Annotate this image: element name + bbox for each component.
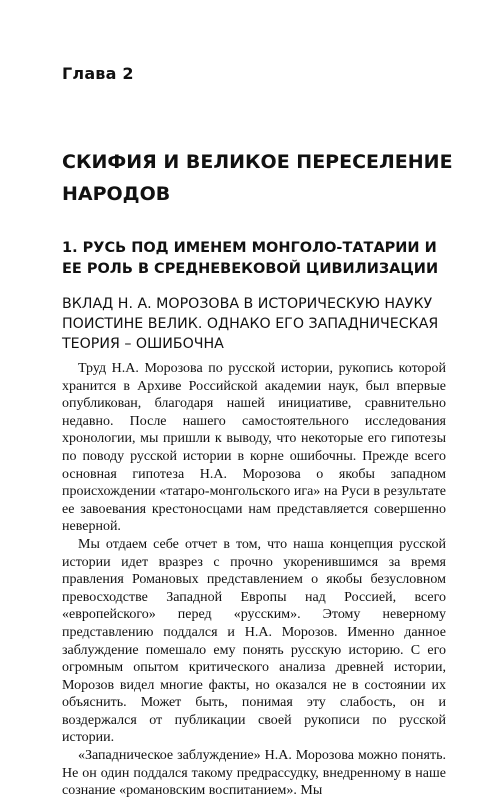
section-subtitle: ВКЛАД Н. А. МОРОЗОВА В ИСТОРИЧЕСКУЮ НАУКУ ПОИСТИНЕ ВЕЛИК. ОДНАКО ЕГО ЗАПАДНИЧЕСКАЯ ТЕОРИЯ – ОШИБОЧНА	[62, 296, 439, 352]
chapter-label: Глава 2	[62, 64, 134, 83]
chapter-title: СКИФИЯ И ВЕЛИКОЕ ПЕРЕСЕЛЕНИЕ НАРОДОВ	[62, 151, 453, 205]
paragraph: Мы отдаем себе отчет в том, что наша концепция русской истории идет вразрез с прочно укоренившимся за время правления Романовых представлением о якобы безусловном превосходстве Западной Европы над Россией, всего «европейского» перед «русским». Этому неверному представлению поддался и Н.А. Морозов. Именно данное заблуждение помешало ему понять русскую историю. С его огромным опытом критического анализа древней истории, Морозов видел многие факты, но оказался не в состоянии их объяснить. Может быть, понимая эту слабость, он и воздержался от публикации своей рукописи по русской истории.	[62, 536, 446, 746]
paragraph: Труд Н.А. Морозова по русской истории, рукопись которой хранится в Архиве Российской академии наук, был впервые опубликован, благодаря нашей инициативе, сравнительно недавно. После нашего самостоятельного исследования хронологии, мы пришли к выводу, что некоторые его гипотезы по поводу русской истории в корне ошибочны. Прежде всего основная гипотеза Н.А. Морозова о якобы западном происхождении «татаро-монгольского ига» на Руси в результате ее завоевания крестоносцами нам представляется совершенно неверной.	[62, 361, 446, 535]
section-title: 1. РУСЬ ПОД ИМЕНЕМ МОНГОЛО-ТАТАРИИ И ЕЕ РОЛЬ В СРЕДНЕВЕКОВОЙ ЦИВИЛИЗАЦИИ	[62, 240, 439, 277]
paragraph: «Западническое заблуждение» Н.А. Морозова можно понять. Не он один поддался такому предрассудку, внедренному в наше сознание «романовским воспитанием». Мы	[62, 748, 446, 799]
body-text	[62, 360, 446, 800]
